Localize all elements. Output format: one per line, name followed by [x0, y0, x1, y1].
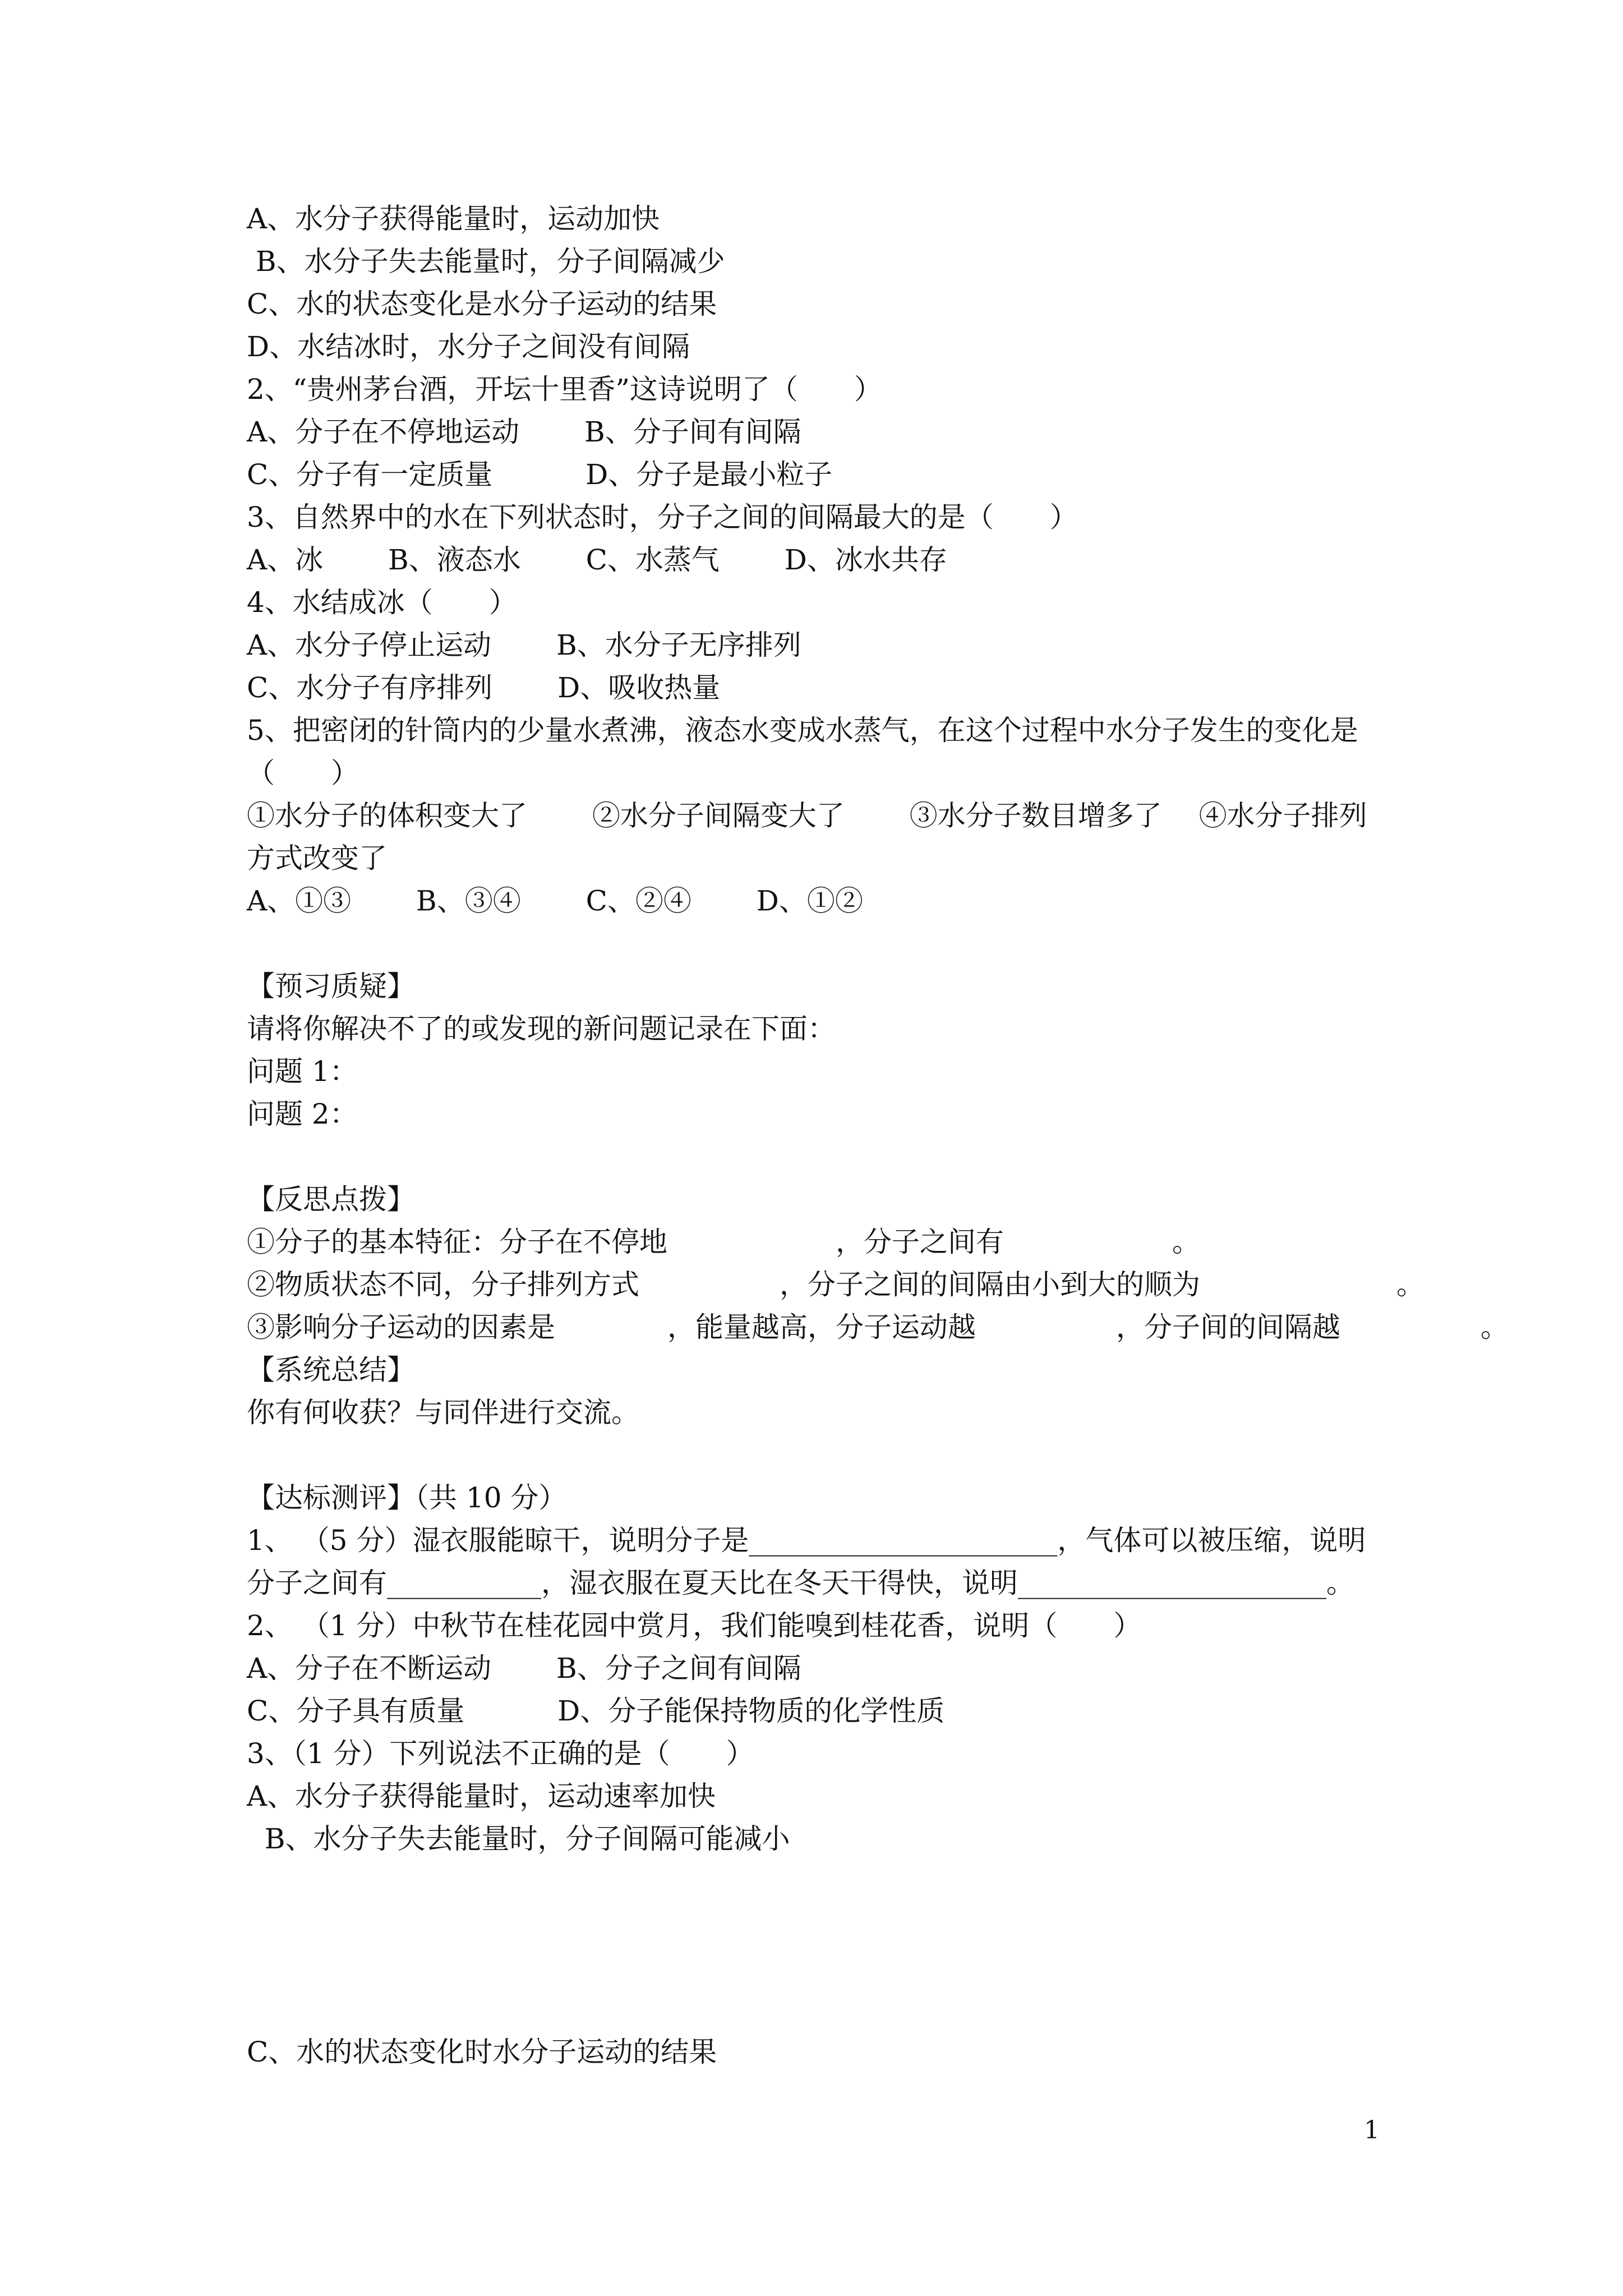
text-line: 请将你解决不了的或发现的新问题记录在下面：	[247, 1013, 836, 1045]
question-line: 3、（1 分）下列说法不正确的是（ ）	[247, 1737, 754, 1770]
option-line: A、冰 B、液态水 C、水蒸气 D、冰水共存	[247, 544, 947, 576]
question-line: 2、“贵州茅台酒，开坛十里香”这诗说明了（ ）	[247, 373, 882, 406]
option-line: A、水分子停止运动 B、水分子无序排列	[247, 629, 801, 661]
option-line: A、①③ B、③④ C、②④ D、①②	[247, 885, 863, 917]
question-line: 2、 （1 分）中秋节在桂花园中赏月，我们能嗅到桂花香，说明（ ）	[247, 1609, 1142, 1642]
question-line: 分子之间有___________，湿衣服在夏天比在冬天干得快，说明______________________。	[247, 1567, 1354, 1599]
option-line: A、水分子获得能量时，运动速率加快	[247, 1780, 716, 1812]
option-line: A、分子在不断运动 B、分子之间有间隔	[247, 1652, 801, 1685]
question-line: 4、水结成冰（ ）	[247, 586, 517, 619]
option-line: C、分子具有质量 D、分子能保持物质的化学性质	[247, 1695, 945, 1727]
option-line: B、水分子失去能量时，分子间隔减少	[247, 245, 725, 278]
section-heading-summary: 【系统总结】	[247, 1354, 415, 1386]
statement-line: ①水分子的体积变大了 ②水分子间隔变大了 ③水分子数目增多了 ④水分子排列	[247, 799, 1367, 832]
question-line: 5、把密闭的针筒内的少量水煮沸，液态水变成水蒸气，在这个过程中水分子发生的变化是	[247, 714, 1358, 747]
section-heading-preview: 【预习质疑】	[247, 970, 415, 1002]
statement-line: 方式改变了	[247, 842, 387, 875]
option-line: C、水分子有序排列 D、吸收热量	[247, 671, 721, 704]
text-line: 问题 1：	[247, 1055, 358, 1088]
option-line: B、水分子失去能量时，分子间隔可能减小	[247, 1823, 790, 1855]
option-line: D、水结冰时，水分子之间没有间隔	[247, 330, 690, 363]
question-line: 3、自然界中的水在下列状态时，分子之间的间隔最大的是（ ）	[247, 501, 1078, 533]
option-line: A、水分子获得能量时，运动加快	[247, 203, 660, 235]
option-line: A、分子在不停地运动 B、分子间有间隔	[247, 416, 801, 448]
option-line: C、水的状态变化时水分子运动的结果	[247, 2036, 717, 2068]
fill-in-line: ①分子的基本特征：分子在不停地 ，分子之间有 。	[247, 1226, 1200, 1258]
question-line: 1、 （5 分）湿衣服能晾干，说明分子是______________________，气体可以被压缩，说明	[247, 1524, 1366, 1557]
fill-in-line: ②物质状态不同，分子排列方式 ，分子之间的间隔由小到大的顺为 。	[247, 1268, 1424, 1301]
page-number: 1	[1364, 2116, 1380, 2145]
fill-in-line: ③影响分子运动的因素是 ，能量越高，分子运动越 ，分子间的间隔越 。	[247, 1311, 1509, 1343]
question-line: （ ）	[247, 757, 359, 789]
option-line: C、分子有一定质量 D、分子是最小粒子	[247, 458, 833, 491]
text-line: 你有何收获？与同伴进行交流。	[247, 1396, 639, 1429]
section-heading-reflect: 【反思点拨】	[247, 1183, 415, 1216]
section-heading-test: 【达标测评】（共 10 分）	[247, 1481, 567, 1514]
option-line: C、水的状态变化是水分子运动的结果	[247, 288, 717, 320]
text-line: 问题 2：	[247, 1098, 358, 1130]
